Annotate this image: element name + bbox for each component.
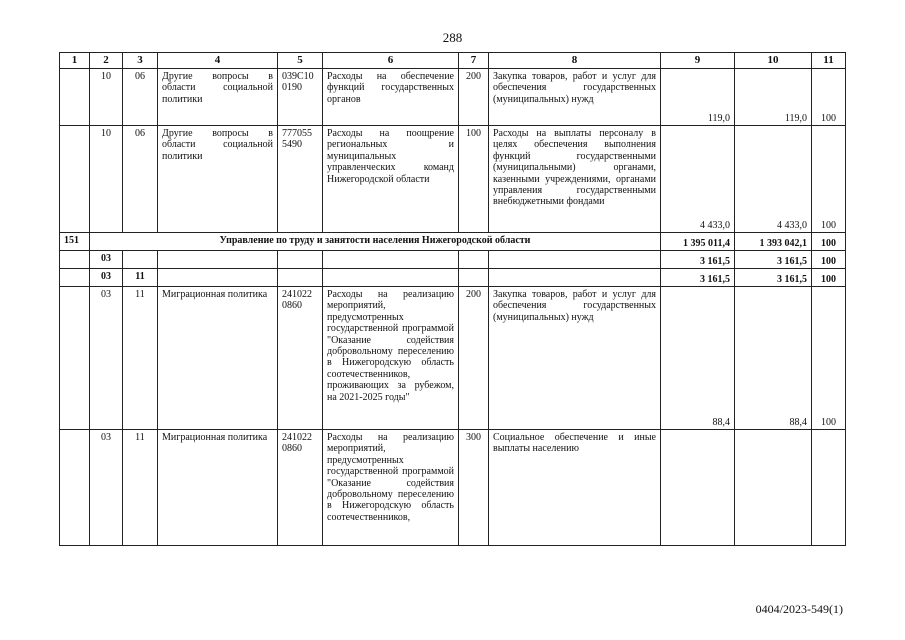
cell: 300 (459, 430, 489, 546)
cell: 06 (123, 126, 158, 233)
cell (60, 430, 90, 546)
cell: 100 (812, 233, 846, 251)
cell: 3 161,5 (735, 251, 812, 269)
cell: 88,4 (735, 287, 812, 430)
cell: 10 (90, 69, 123, 126)
cell: 10 (90, 126, 123, 233)
header-cell: 3 (123, 53, 158, 69)
cell: Другие вопросы в области социальной политики (158, 69, 278, 126)
cell (735, 430, 812, 546)
cell (60, 126, 90, 233)
table-row (60, 287, 846, 430)
cell: Миграционная политика (158, 287, 278, 430)
cell: Расходы на обеспечение функций государственных органов (323, 69, 459, 126)
cell: 119,0 (735, 69, 812, 126)
cell (158, 251, 278, 269)
cell: 03 (90, 287, 123, 430)
header-cell: 9 (661, 53, 735, 69)
header-cell: 6 (323, 53, 459, 69)
section-title: Управление по труду и занятости населения Нижегородской области (90, 233, 661, 251)
cell: 88,4 (661, 287, 735, 430)
cell: Расходы на поощрение региональных и муниципальных управленческих команд Нижегородской области (323, 126, 459, 233)
cell (812, 430, 846, 546)
cell (60, 69, 90, 126)
cell: 1 393 042,1 (735, 233, 812, 251)
cell: 3 161,5 (661, 269, 735, 287)
header-cell: 10 (735, 53, 812, 69)
cell (323, 269, 459, 287)
cell: 100 (812, 287, 846, 430)
header-cell: 11 (812, 53, 846, 69)
cell: 11 (123, 269, 158, 287)
cell: 100 (812, 69, 846, 126)
cell (323, 251, 459, 269)
header-cell: 1 (60, 53, 90, 69)
cell: Закупка товаров, работ и услуг для обеспечения государственных (муниципальных) нужд (489, 287, 661, 430)
page-number: 288 (442, 30, 463, 45)
cell (278, 269, 323, 287)
cell: 03 (90, 251, 123, 269)
cell: 06 (123, 69, 158, 126)
header-cell: 4 (158, 53, 278, 69)
cell: 4 433,0 (661, 126, 735, 233)
cell (459, 251, 489, 269)
cell: Другие вопросы в области социальной политики (158, 126, 278, 233)
table-row (60, 126, 846, 233)
cell: Миграционная политика (158, 430, 278, 546)
cell: Расходы на выплаты персоналу в целях обеспечения выполнения функций государственными (муниципальными) органами, казенными учреждениями, органами управления государственными внебюджетными фондами (489, 126, 661, 233)
subtotal-row (60, 269, 846, 287)
cell (123, 251, 158, 269)
cell: 777055 5490 (278, 126, 323, 233)
cell: 119,0 (661, 69, 735, 126)
header-cell: 2 (90, 53, 123, 69)
cell (60, 251, 90, 269)
cell: 03 (90, 430, 123, 546)
cell: 03 (90, 269, 123, 287)
header-row (60, 53, 846, 69)
cell (278, 251, 323, 269)
cell: 3 161,5 (661, 251, 735, 269)
header-cell: 5 (278, 53, 323, 69)
cell: 151 (60, 233, 90, 251)
cell: 100 (812, 126, 846, 233)
cell: 200 (459, 287, 489, 430)
cell: 039С10 0190 (278, 69, 323, 126)
cell: 3 161,5 (735, 269, 812, 287)
section-row (60, 233, 846, 251)
cell: 100 (459, 126, 489, 233)
cell: 11 (123, 430, 158, 546)
header-cell: 8 (489, 53, 661, 69)
cell (60, 269, 90, 287)
cell (459, 269, 489, 287)
cell: 241022 0860 (278, 287, 323, 430)
cell (489, 269, 661, 287)
cell: 11 (123, 287, 158, 430)
cell: 4 433,0 (735, 126, 812, 233)
cell (661, 430, 735, 546)
cell: 100 (812, 269, 846, 287)
cell: Закупка товаров, работ и услуг для обеспечения государственных (муниципальных) нужд (489, 69, 661, 126)
cell: 200 (459, 69, 489, 126)
cell: 100 (812, 251, 846, 269)
cell: 1 395 011,4 (661, 233, 735, 251)
budget-table (59, 52, 846, 546)
cell (60, 287, 90, 430)
cell (158, 269, 278, 287)
document-code: 0404/2023-549(1) (755, 602, 843, 616)
cell: 241022 0860 (278, 430, 323, 546)
cell: Расходы на реализацию мероприятий, предусмотренных государственной программой "Оказание содействия добровольному переселению в Нижегородскую область соотечественников, (323, 430, 459, 546)
table-row (60, 430, 846, 546)
subtotal-row (60, 251, 846, 269)
table-row (60, 69, 846, 126)
cell: Расходы на реализацию мероприятий, предусмотренных государственной программой "Оказание содействия добровольному переселению в Нижегородскую область соотечественников, проживающих за рубежом, на 2021-2025 годы" (323, 287, 459, 430)
cell (489, 251, 661, 269)
cell: Социальное обеспечение и иные выплаты населению (489, 430, 661, 546)
header-cell: 7 (459, 53, 489, 69)
